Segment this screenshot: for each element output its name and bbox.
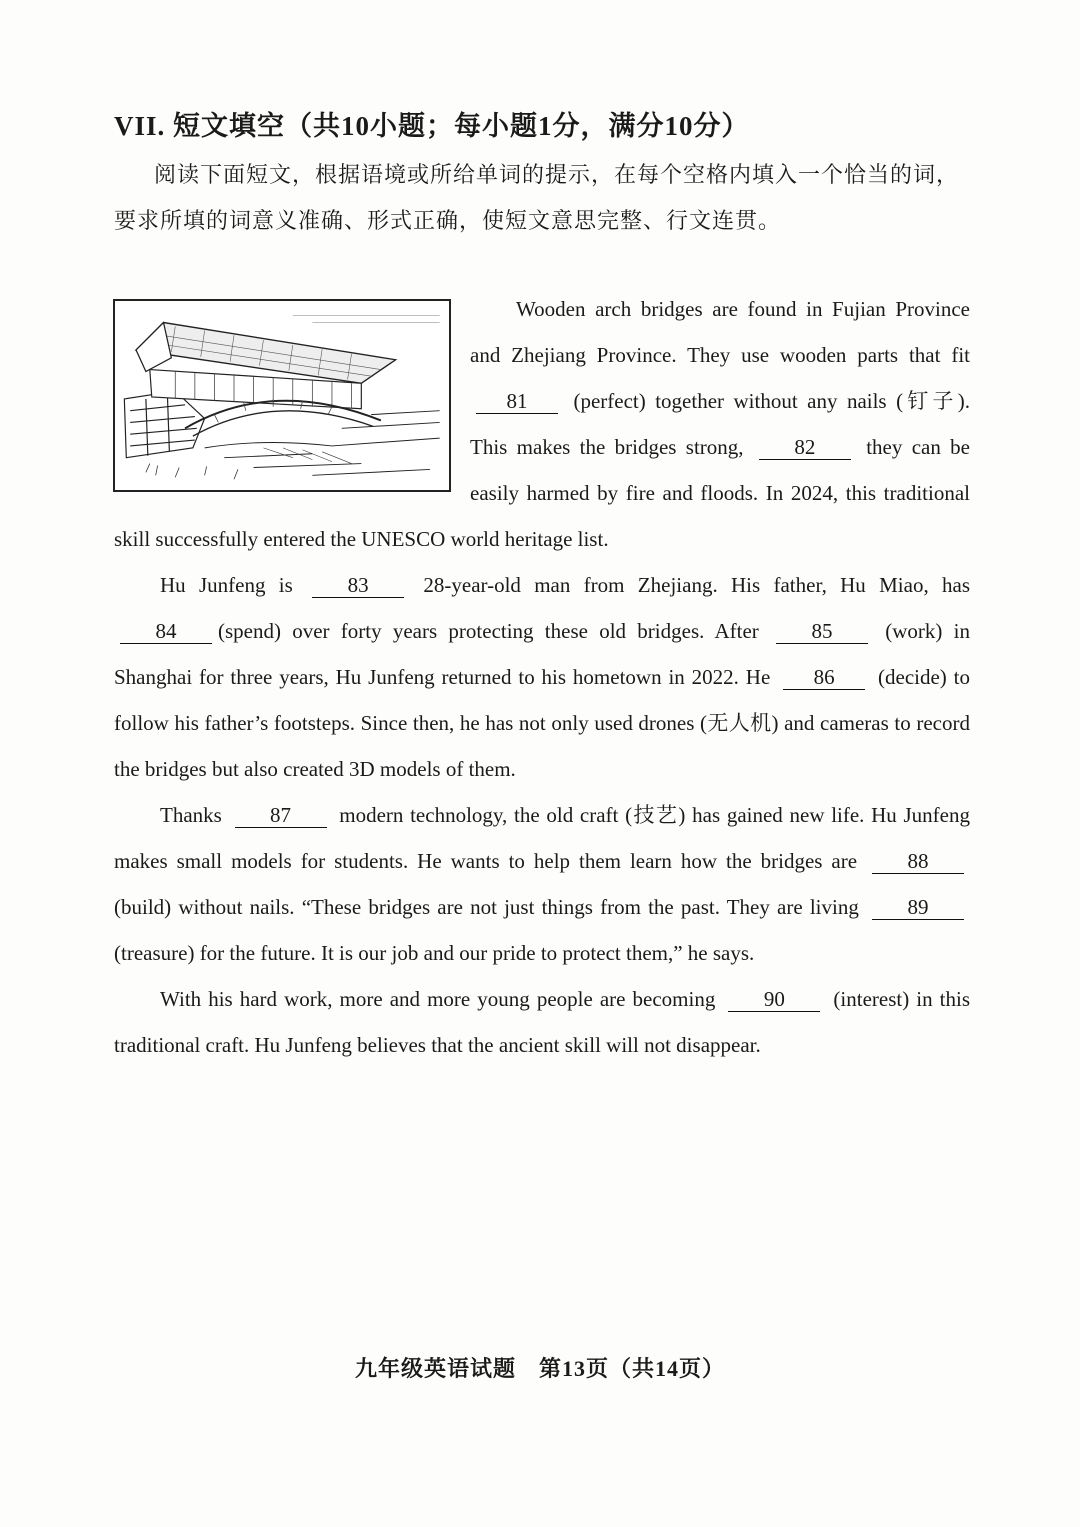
text-run: (treasure) for the future. It is our job and our pride to protect them,” he says. xyxy=(114,941,755,965)
paragraph-4 xyxy=(114,976,970,1068)
text-run: Wooden arch bridges are found in Fujian Province and Zhejiang Province. They use wooden parts that fit xyxy=(470,297,970,367)
section-title: VII. 短文填空（共10小题；每小题1分，满分10分） xyxy=(114,111,750,141)
figure-spacer xyxy=(114,286,470,512)
text-run: 28-year-old man from Zhejiang. His father, Hu Miao, has xyxy=(410,573,970,597)
text-run: (perfect) together without any nails (钉子). This makes the bridges strong, xyxy=(470,389,970,459)
blank-83[interactable]: 83 xyxy=(312,573,404,598)
paragraph-3 xyxy=(114,792,970,976)
blank-85[interactable]: 85 xyxy=(776,619,868,644)
text-run: they can be easily harmed by fire and floods. In 2024, this traditional skill successfully entered the UNESCO world heritage list. xyxy=(114,435,970,551)
blank-89[interactable]: 89 xyxy=(872,895,964,920)
text-run: Thanks xyxy=(160,803,229,827)
page-footer: 九年级英语试题 第13页（共14页） xyxy=(354,1356,725,1381)
text-run: With his hard work, more and more young people are becoming xyxy=(160,987,723,1011)
instructions: 阅读下面短文，根据语境或所给单词的提示，在每个空格内填入一个恰当的词，要求所填的词意义准确、形式正确，使短文意思完整、行文连贯。 xyxy=(114,162,960,233)
passage xyxy=(114,286,970,1068)
blank-84[interactable]: 84 xyxy=(120,619,212,644)
text-run: (spend) over forty years protecting these old bridges. After xyxy=(218,619,771,643)
text-run: (decide) to follow his father’s footsteps. Since then, he has not only used drones (无人机) and cameras to record the bridges but also created 3D models of them. xyxy=(114,665,970,781)
paragraph-2 xyxy=(114,562,970,792)
blank-82[interactable]: 82 xyxy=(759,435,851,460)
blank-88[interactable]: 88 xyxy=(872,849,964,874)
text-run: (interest) in this traditional craft. Hu Junfeng believes that the ancient skill will not disappear. xyxy=(114,987,970,1057)
blank-86[interactable]: 86 xyxy=(783,665,865,690)
blank-87[interactable]: 87 xyxy=(235,803,327,828)
text-run: (work) in Shanghai for three years, Hu Junfeng returned to his hometown in 2022. He xyxy=(114,619,970,689)
text-run: Hu Junfeng is xyxy=(160,573,307,597)
blank-81[interactable]: 81 xyxy=(476,389,558,414)
text-run: modern technology, the old craft (技艺) has gained new life. Hu Junfeng makes small models for students. He wants to help them learn how the bridges are xyxy=(114,803,970,873)
text-run: (build) without nails. “These bridges are not just things from the past. They are living xyxy=(114,895,866,919)
blank-90[interactable]: 90 xyxy=(728,987,820,1012)
